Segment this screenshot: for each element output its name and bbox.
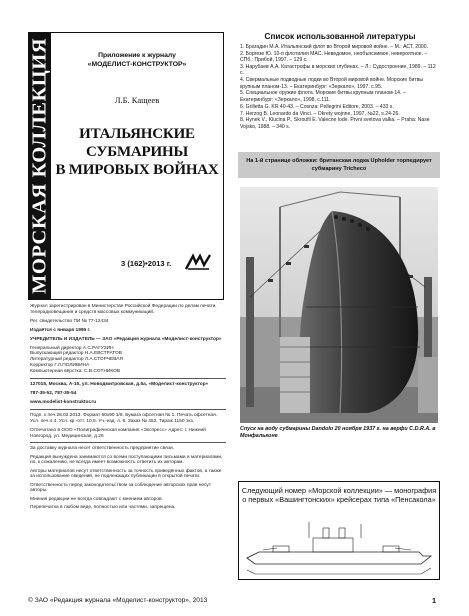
editorial-phone: 787-35-52, 787-35-54 [30, 390, 77, 396]
title-box [51, 33, 223, 299]
supplement-line: «МОДЕЛИСТ-КОНСТРУКТОР» [87, 61, 187, 68]
printer-info: Отпечатано в ООО «Полиграфическая компания «Экспресс» Адрес: г. Нижний Новгород, ул. Медицинская, д.26 [30, 427, 206, 439]
promo-text: Следующий номер «Морской коллекции» — монография о первых «Вашингтонских» крейсерах типа «Пенсакола» [241, 486, 437, 504]
staff-item: Компьютерная вёрстка: С.В.СОТНИКОВ [30, 369, 121, 375]
title-line: В МИРОВЫХ ВОЙНАХ [55, 162, 219, 178]
references-title: Список использованной литературы [264, 32, 416, 41]
book-title [51, 125, 223, 179]
legal-note: Мнения редакции не всегда совпадают с мнением авторов. [30, 496, 163, 502]
imprint-section [30, 304, 226, 513]
publication-since: Издаётся с января 1995 г. [30, 327, 91, 333]
website-link[interactable]: www.modelist-konstruktor.ru [30, 399, 97, 405]
legal-note: Авторы материалов несут ответственность за точность приведённых фактов, а также за использование сведений, не подлежащих публикации в открытой печати. [30, 468, 222, 480]
legal-notes [30, 446, 226, 510]
print-details: Подп. к печ.28.02.2013. Формат 60х90 1/8. Бумага офсетная № 1. Печать офсетная. Усл. печ.л.4. Усл. кр.-отт. 10,5. Уч.-изд. л. 6. Заказ № 452. Тираж 1150 экз. [30, 412, 218, 424]
reference-item: 2. Боргезе Ю. 10-я флотилия МАС. Неведомое, необъяснимое, невероятное. – СПб.: Прибой, 1997. – 129 с. [240, 50, 428, 64]
reference-item: 8. Hynek V., Klucina P., Skroufil E. Valecne lode. Prvni svetova valka. – Praha: Nase Vojsko, 1988. – 340 s. [240, 117, 430, 130]
series-label: МОРСКАЯ КОЛЛЕКЦИЯ [28, 37, 51, 295]
legal-note: За доставку журнала несет ответственность предприятие связи. [30, 446, 174, 452]
reference-item: 5. Специальное оружие флота. Морские битвы крупным планом-14. – Екатеринбург: «Зеркало», 1998, с.111. [240, 90, 406, 103]
photo-caption: Спуск на воду субмарины Dandolo 20 ноября 1937 г. на верфи C.D.R.A. в Монфальконе [240, 426, 436, 439]
founder-publisher: УЧРЕДИТЕЛЬ И ИЗДАТЕЛЬ — ЗАО «Редакция журнала «Моделист-конструктор» [30, 336, 222, 342]
cover-note: На 1-й странице обложки: британская лодка Upholder торпедирует субмарину Tricheco [238, 152, 440, 178]
series-banner [29, 33, 51, 299]
publisher-logo-icon [185, 253, 211, 271]
legal-note: Редакция вынуждена занимаются со всеми поступающими письмами и материалами, но, к сожалению, не всегда имеет возможность ответить их авторам. [30, 454, 223, 466]
editorial-address: 127015, Москва, А-15, ул. Новодмитровская, д.5а, «Моделист-конструктор» [30, 382, 209, 388]
divider [30, 409, 226, 410]
legal-note: Ответственность перед законодательством за соблюдение авторских прав несут авторы. [30, 482, 212, 494]
references-list [240, 44, 440, 131]
author-name: Л.Б. Кащеев [114, 95, 160, 105]
reference-item: 3. Нарубаев А.А. Катастрофы в морских глубинах. – Л.: Судостроение, 1989. – 112 с. [240, 64, 436, 77]
submarine-launch-photo [240, 187, 438, 423]
legal-note: Перепечатка в любом виде, полностью или частями, запрещена. [30, 504, 176, 510]
supplement-line: Приложение к журналу [98, 52, 176, 59]
staff-item: Генеральный директор А.С.РАГУЗИН [30, 345, 114, 351]
staff-item: Корректор Г.Л.ПОЛИВИНА [30, 363, 90, 369]
title-line: СУБМАРИНЫ [86, 144, 188, 160]
reference-item: 7. Herzog B. Leonardo da Vinci. – Okrety wojnne, 1997, №22, s.24-26. [240, 110, 400, 117]
supplement-note [51, 51, 223, 69]
magazine-cover-block [28, 32, 224, 300]
reference-item: 1. Брагадин М.А. Итальянский флот во Второй мировой войне. – М.: АСТ, 2000. [240, 44, 428, 50]
registration-number: Рег. свидетельство ПИ № 77-12434 [30, 318, 109, 324]
page-number: 1 [432, 596, 437, 605]
staff-list [30, 346, 226, 376]
divider [30, 378, 226, 379]
next-issue-promo [238, 481, 440, 580]
reference-item: 6. Grilletta G. KR 40-43. – Cosnza: Pellegrini Editore, 2003. – 433 s. [240, 103, 394, 110]
reference-item: 4. Свермальные подводные лодки во Второй мировой войне. Морские битвы крупным планом-13. – Екатеринбург: «Зеркало», 1997. с.95. [240, 77, 424, 90]
staff-item: Выпускающий редактор Н.А.ЕВСТРАТОВ [30, 351, 122, 357]
cruiser-drawing [243, 520, 435, 576]
issue-number: 3 (162)•2013 г. [121, 259, 172, 268]
staff-item: Литературный редактор Л.А.СТОРЧЕВАЯ [30, 357, 123, 363]
registration-text: Журнал зарегистрирован в Министерстве Российской Федерации по делам печати, телерадиовещания и средств массовых коммуникаций. [30, 304, 217, 315]
copyright-footer: © ЗАО «Редакция журнала «Моделист-конструктор», 2013 [28, 597, 208, 604]
divider [30, 442, 226, 443]
title-line: ИТАЛЬЯНСКИЕ [79, 126, 195, 142]
